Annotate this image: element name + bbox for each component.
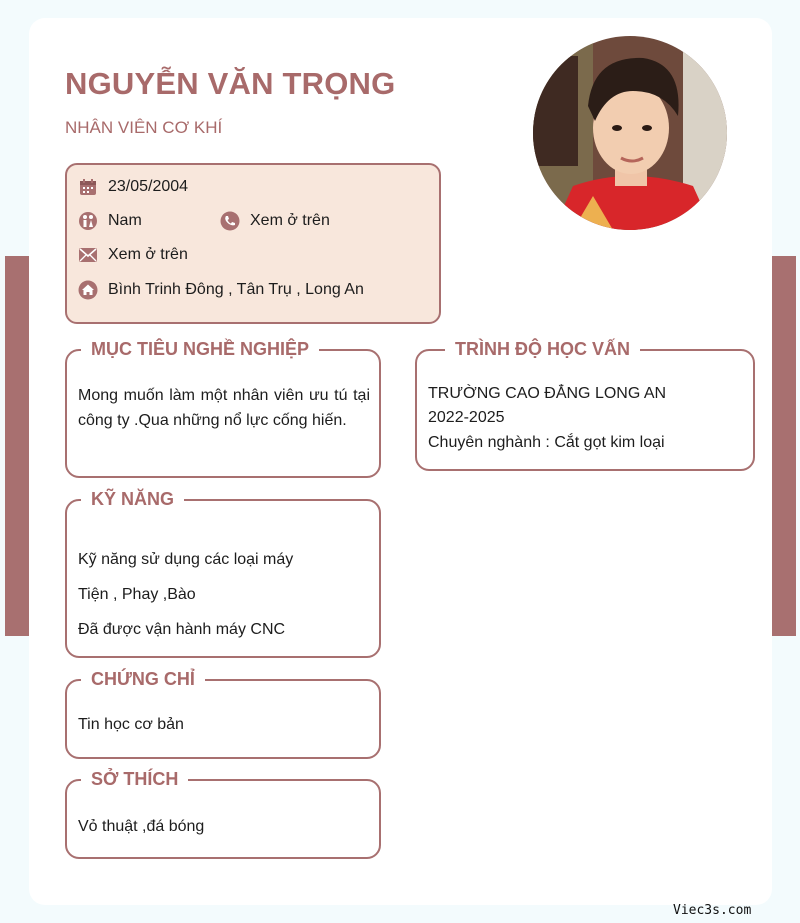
home-icon <box>78 280 98 300</box>
personal-info-box <box>65 163 441 324</box>
candidate-role: NHÂN VIÊN CƠ KHÍ <box>65 118 223 137</box>
skill-item: Kỹ năng sử dụng các loại máy <box>78 551 294 568</box>
email-icon <box>78 245 98 265</box>
left-decor-band <box>5 256 29 636</box>
certificates-section <box>65 669 381 759</box>
gender-text: Nam <box>108 212 142 229</box>
skills-section <box>65 489 381 658</box>
birthday-text: 23/05/2004 <box>108 178 189 195</box>
candidate-name: NGUYỄN VĂN TRỌNG <box>65 66 396 101</box>
hobby-item: Vỏ thuật ,đá bóng <box>78 818 205 835</box>
education-school: TRƯỜNG CAO ĐẲNG LONG AN <box>428 385 667 402</box>
certificates-title: CHỨNG CHỈ <box>81 669 205 690</box>
watermark-text: Viec3s.com <box>673 903 752 918</box>
certificate-item: Tin học cơ bản <box>78 716 184 733</box>
calendar-icon <box>78 177 98 197</box>
email-row <box>78 245 188 265</box>
skills-title: KỸ NĂNG <box>81 489 184 510</box>
education-major: Chuyên nghành : Cắt gọt kim loại <box>428 434 665 451</box>
education-years: 2022-2025 <box>428 409 505 426</box>
gender-icon <box>78 211 98 231</box>
hobbies-title: SỞ THÍCH <box>81 769 188 790</box>
profile-photo <box>533 36 727 230</box>
hobbies-section <box>65 769 381 859</box>
email-text: Xem ở trên <box>108 246 188 263</box>
skill-item: Đã được vận hành máy CNC <box>78 621 286 638</box>
address-row <box>78 280 364 300</box>
right-decor-band <box>772 256 796 636</box>
phone-icon <box>220 211 240 231</box>
education-section <box>415 339 755 471</box>
phone-row <box>220 211 330 231</box>
objective-text: Mong muốn làm một nhân viên ưu tú tại công ty .Qua những nổ lực cống hiến. <box>78 387 370 429</box>
skill-item: Tiện , Phay ,Bào <box>78 586 196 603</box>
objective-section <box>65 339 381 478</box>
birthday-row <box>78 177 188 197</box>
education-title: TRÌNH ĐỘ HỌC VẤN <box>445 339 640 360</box>
objective-title: MỤC TIÊU NGHỀ NGHIỆP <box>81 339 319 360</box>
address-text: Bình Trinh Đông , Tân Trụ , Long An <box>108 281 364 298</box>
phone-text: Xem ở trên <box>250 212 330 229</box>
gender-row <box>78 211 142 231</box>
